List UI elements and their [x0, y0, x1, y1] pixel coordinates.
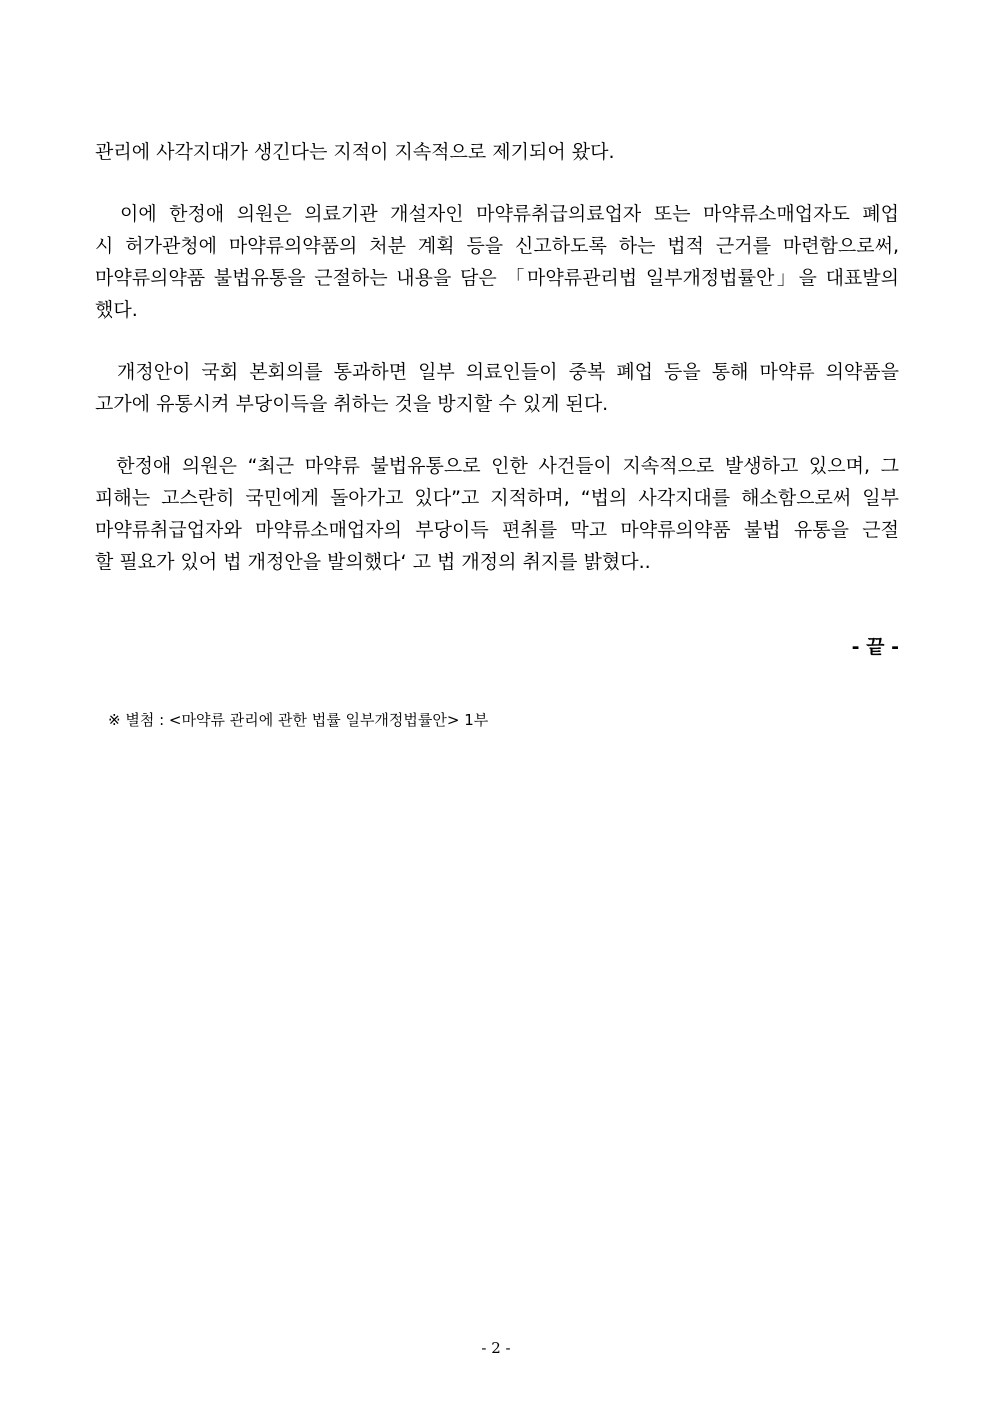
- text-line: 개정안이 국회 본회의를 통과하면 일부 의료인들이 중복 폐업 등을 통해 마약류 의약품을: [95, 361, 899, 383]
- paragraph: [95, 136, 899, 168]
- text-line: 시 허가관청에 마약류의약품의 처분 계획 등을 신고하도록 하는 법적 근거를 마련함으로써,: [95, 235, 899, 257]
- paragraph-gap: [95, 168, 899, 198]
- attachment-note: ※ 별첨 : <마약류 관리에 관한 법률 일부개정법률안> 1부: [108, 711, 489, 729]
- paragraph: [95, 356, 899, 420]
- text-line: 피해는 고스란히 국민에게 돌아가고 있다”고 지적하며, “법의 사각지대를 해소함으로써 일부: [95, 487, 899, 509]
- paragraph: [95, 198, 899, 326]
- text-line: 고가에 유통시켜 부당이득을 취하는 것을 방지할 수 있게 된다.: [95, 393, 609, 415]
- text-line: 관리에 사각지대가 생긴다는 지적이 지속적으로 제기되어 왔다.: [95, 141, 615, 163]
- text-line: 했다.: [95, 299, 138, 321]
- text-line: 마약류의약품 불법유통을 근절하는 내용을 담은 「마약류관리법 일부개정법률안」을 대표발의: [95, 267, 899, 289]
- text-line: 이에 한정애 의원은 의료기관 개설자인 마약류취급의료업자 또는 마약류소매업자도 폐업: [95, 203, 899, 225]
- document-body: [95, 136, 899, 578]
- page-number: - 2 -: [481, 1339, 511, 1357]
- text-line: 마약류취급업자와 마약류소매업자의 부당이득 편취를 막고 마약류의약품 불법 유통을 근절: [95, 519, 899, 541]
- end-mark: - 끝 -: [851, 636, 899, 658]
- paragraph-gap: [95, 420, 899, 450]
- paragraph-gap: [95, 326, 899, 356]
- text-line: 할 필요가 있어 법 개정안을 발의했다‘ 고 법 개정의 취지를 밝혔다..: [95, 551, 651, 573]
- text-line: 한정애 의원은 “최근 마약류 불법유통으로 인한 사건들이 지속적으로 발생하고 있으며, 그: [95, 455, 899, 477]
- paragraph: [95, 450, 899, 578]
